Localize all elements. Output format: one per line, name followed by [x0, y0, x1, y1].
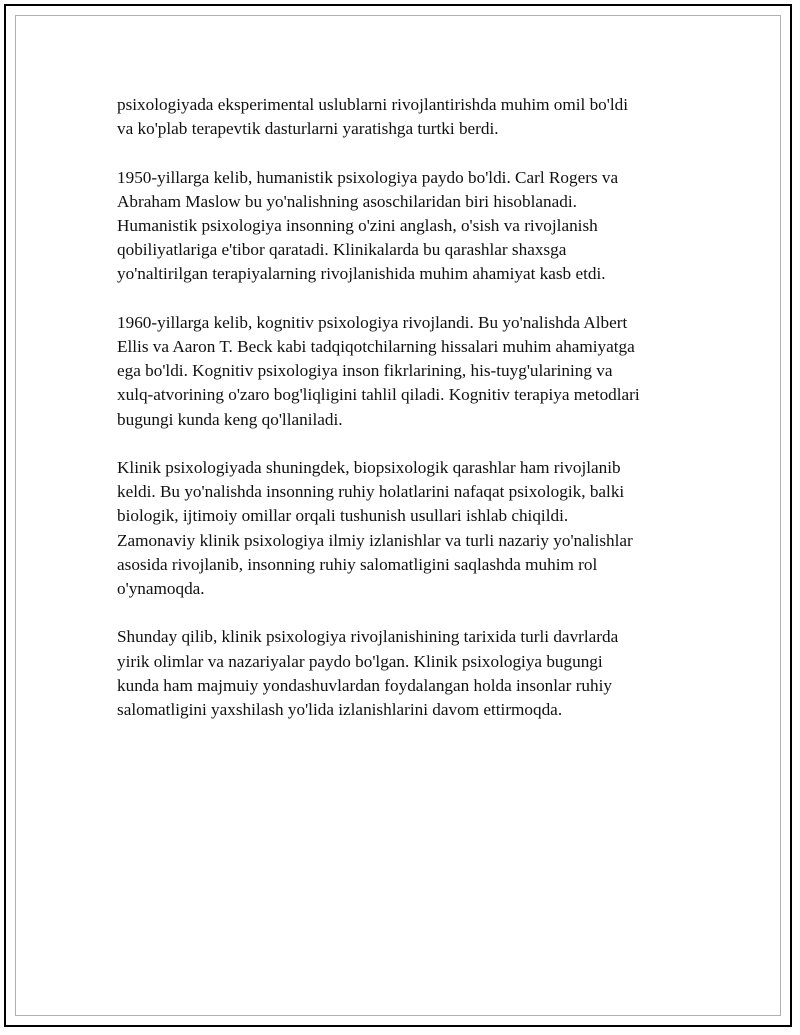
text-line: Shunday qilib, klinik psixologiya rivojlanishining tarixida turli davrlarda	[117, 627, 619, 647]
paragraph	[117, 93, 689, 141]
document-body	[117, 93, 689, 722]
text-line: salomatligini yaxshilash yo'lida izlanishlarini davom ettirmoqda.	[117, 700, 563, 720]
text-line: xulq-atvorining o'zaro bog'liqligini tahlil qiladi. Kognitiv terapiya metodlari	[117, 385, 640, 405]
text-line: Humanistik psixologiya insonning o'zini anglash, o'sish va rivojlanish	[117, 216, 598, 235]
text-line: kunda ham majmuiy yondashuvlardan foydalangan holda insonlar ruhiy	[117, 675, 612, 695]
paragraph	[117, 625, 689, 722]
text-line: asosida rivojlanib, insonning ruhiy salomatligini saqlashda muhim rol	[117, 554, 598, 574]
text-line: keldi. Bu yo'nalishda insonning ruhiy holatlarini nafaqat psixologik, balki	[117, 482, 625, 502]
text-line: Zamonaviy klinik psixologiya ilmiy izlanishlar va turli nazariy yo'nalishlar	[117, 530, 633, 550]
text-line: yirik olimlar va nazariyalar paydo bo'lgan. Klinik psixologiya bugungi	[117, 651, 603, 671]
text-line: 1950-yillarga kelib, humanistik psixologiya paydo bo'ldi. Carl Rogers va	[117, 167, 619, 187]
paragraph	[117, 166, 689, 287]
text-line: Ellis va Aaron T. Beck kabi tadqiqotchilarning hissalari muhim ahamiyatga	[117, 337, 635, 356]
text-line: yo'naltirilgan terapiyalarning rivojlanishida muhim ahamiyat kasb etdi.	[117, 264, 606, 284]
text-line: psixologiyada eksperimental uslublarni rivojlantirishda muhim omil bo'ldi	[117, 95, 629, 114]
text-line: Klinik psixologiyada shuningdek, biopsixologik qarashlar ham rivojlanib	[117, 458, 621, 477]
text-line: va ko'plab terapevtik dasturlarni yaratishga turtki berdi.	[117, 119, 499, 139]
text-line: 1960-yillarga kelib, kognitiv psixologiya rivojlandi. Bu yo'nalishda Albert	[117, 312, 628, 332]
text-line: ega bo'ldi. Kognitiv psixologiya inson fikrlarining, his-tuyg'ularining va	[117, 361, 613, 381]
text-line: Abraham Maslow bu yo'nalishning asoschilaridan biri hisoblanadi.	[117, 191, 577, 211]
text-line: qobiliyatlariga e'tibor qaratadi. Klinikalarda bu qarashlar shaxsga	[117, 240, 567, 260]
paragraph	[117, 456, 689, 601]
text-line: o'ynamoqda.	[117, 579, 205, 599]
text-line: biologik, ijtimoiy omillar orqali tushunish usullari ishlab chiqildi.	[117, 506, 569, 526]
text-line: bugungi kunda keng qo'llaniladi.	[117, 409, 343, 429]
paragraph	[117, 311, 689, 432]
